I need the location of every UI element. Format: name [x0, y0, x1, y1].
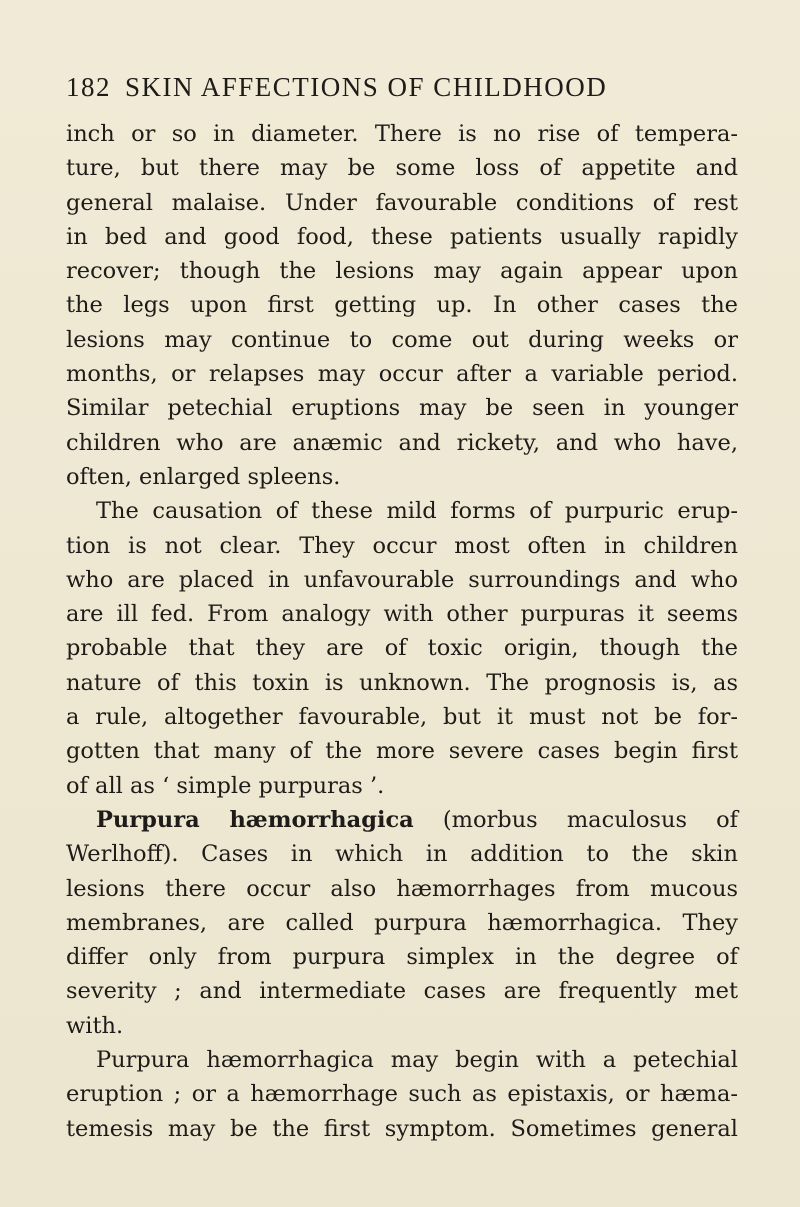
text-line: Similar petechial eruptions may be seen in younger	[66, 395, 738, 422]
text-line: are ill fed. From analogy with other purpuras it seems	[66, 601, 738, 628]
page-number: 182	[66, 72, 111, 102]
text-line: Purpura hæmorrhagica may begin with a petechial	[96, 1047, 738, 1074]
text-line: general malaise. Under favourable conditions of rest	[66, 189, 738, 216]
chapter-title: SKIN AFFECTIONS OF CHILDHOOD	[125, 72, 608, 102]
text-line: often, enlarged spleens.	[66, 463, 341, 490]
text-line: who are placed in unfavourable surroundings and who	[66, 566, 738, 593]
text-line: a rule, altogether favourable, but it must not be for-	[66, 704, 738, 731]
text-line: nature of this toxin is unknown. The prognosis is, as	[66, 669, 738, 696]
text-line: gotten that many of the more severe cases begin first	[66, 738, 738, 765]
running-head	[66, 72, 746, 108]
text-line: Werlhoff). Cases in which in addition to the skin	[66, 841, 738, 868]
text-line: in bed and good food, these patients usually rapidly	[66, 223, 738, 250]
text-line: temesis may be the first symptom. Sometimes general	[66, 1115, 738, 1142]
text-line: the legs upon first getting up. In other cases the	[66, 292, 738, 319]
text-line: ture, but there may be some loss of appetite and	[66, 155, 738, 182]
text-line: severity ; and intermediate cases are frequently met	[66, 978, 738, 1005]
text-line: tion is not clear. They occur most often in children	[66, 532, 738, 559]
body-text	[66, 117, 738, 1146]
section-heading-line	[66, 803, 738, 837]
text-line: inch or so in diameter. There is no rise of tempera-	[66, 121, 738, 147]
text-line: of all as ‘ simple purpuras ’.	[66, 772, 385, 799]
text-line: lesions there occur also hæmorrhages from mucous	[66, 875, 738, 902]
text-line: lesions may continue to come out during weeks or	[66, 326, 738, 353]
text-line: eruption ; or a hæmorrhage such as epistaxis, or hæma-	[66, 1081, 738, 1108]
section-heading: Purpura hæmorrhagica	[96, 806, 414, 833]
heading-continuation: (morbus maculosus of	[413, 806, 738, 833]
text-line: months, or relapses may occur after a variable period.	[66, 361, 738, 388]
text-line: The causation of these mild forms of purpuric erup-	[96, 498, 738, 525]
text-line: with.	[66, 1012, 124, 1039]
text-line: children who are anæmic and rickety, and who have,	[66, 429, 738, 456]
text-line: differ only from purpura simplex in the degree of	[66, 944, 738, 971]
text-line: recover; though the lesions may again appear upon	[66, 258, 738, 285]
text-line: membranes, are called purpura hæmorrhagica. They	[66, 909, 738, 936]
text-line: probable that they are of toxic origin, though the	[66, 635, 738, 662]
